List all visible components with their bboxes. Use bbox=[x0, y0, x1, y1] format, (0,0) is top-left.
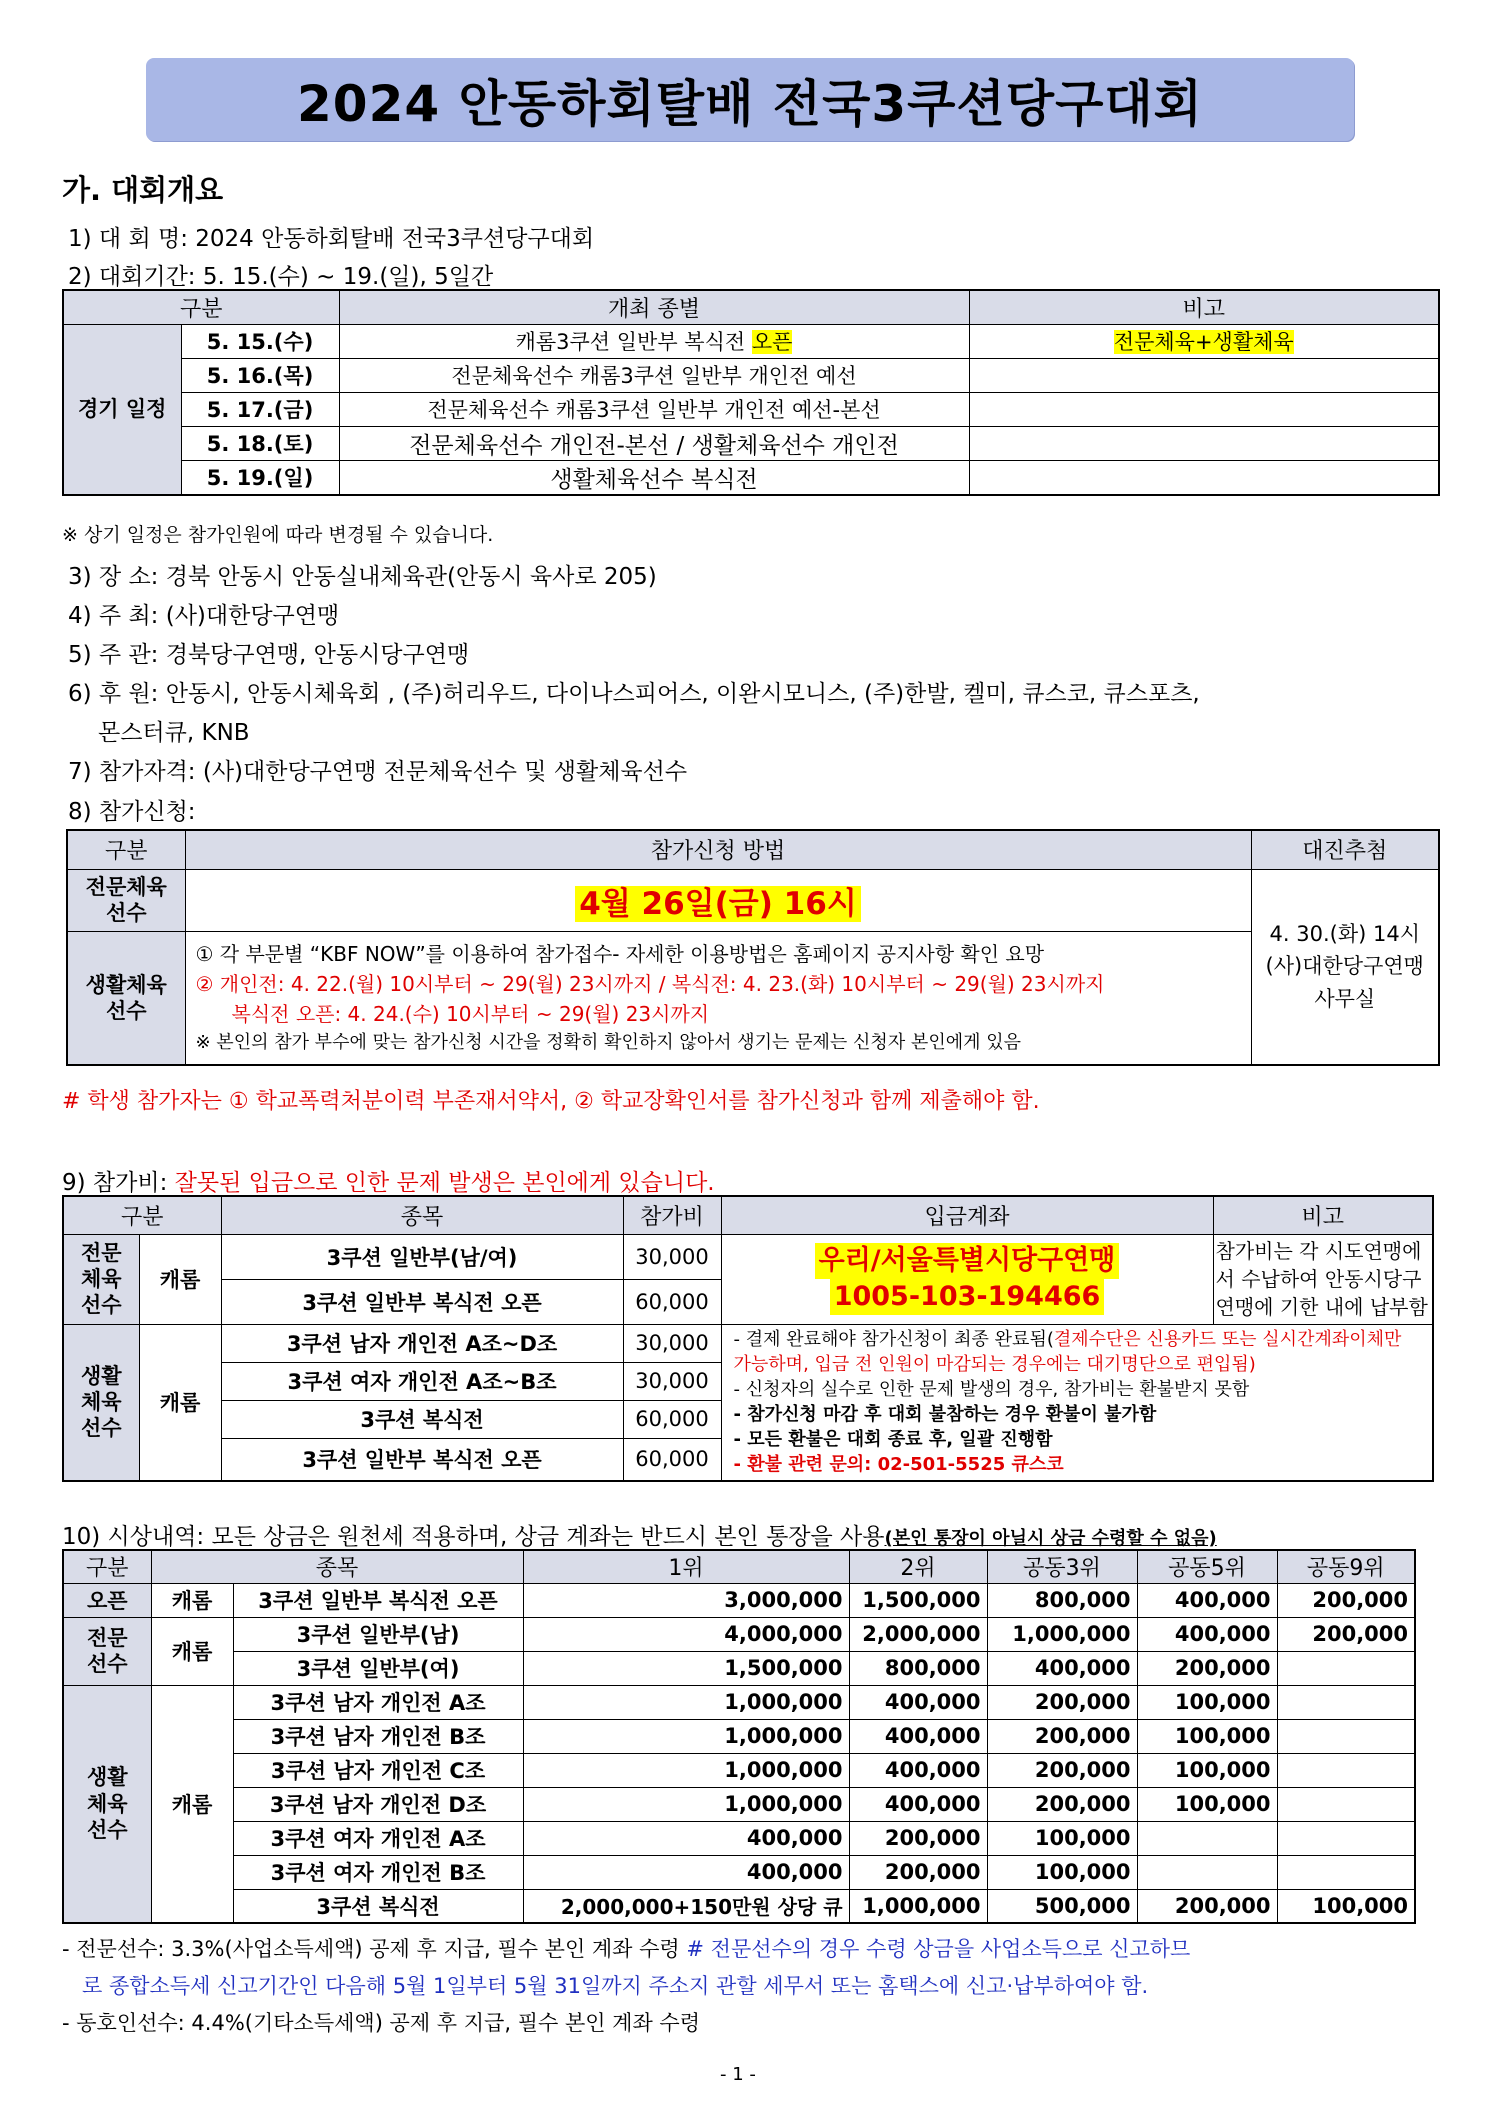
registration-draw: 4. 30.(화) 14시 (사)대한당구연맹 사무실 bbox=[1251, 869, 1439, 1065]
registration-table bbox=[66, 829, 1440, 1066]
prize-5th: 200,000 bbox=[1137, 1651, 1277, 1685]
prize-header: 공동9위 bbox=[1277, 1550, 1415, 1583]
prize-header: 1위 bbox=[523, 1550, 849, 1583]
prize-note-pro-tax-cont: 로 종합소득세 신고기간인 다음해 5월 1일부터 5월 31일까지 주소지 관할 세무서 또는 홈택스에 신고·납부하여야 함. bbox=[82, 1974, 1149, 1998]
prize-note-pro-text: - 전문선수: 3.3%(사업소득세액) 공제 후 지급, 필수 본인 계좌 수령 bbox=[62, 1937, 687, 1961]
prize-open-label: 오픈 bbox=[63, 1583, 151, 1617]
prize-2nd: 1,500,000 bbox=[849, 1583, 987, 1617]
prize-3rd: 500,000 bbox=[987, 1889, 1137, 1923]
prize-2nd: 1,000,000 bbox=[849, 1889, 987, 1923]
fee-account-number: 1005-103-194466 bbox=[830, 1279, 1105, 1315]
schedule-event-highlight: 오픈 bbox=[751, 330, 793, 354]
page-number: - 1 - bbox=[720, 2064, 756, 2085]
fee-amount: 30,000 bbox=[623, 1362, 721, 1400]
prize-2nd: 2,000,000 bbox=[849, 1617, 987, 1651]
prize-header: 2위 bbox=[849, 1550, 987, 1583]
registration-amateur-method bbox=[185, 931, 1251, 1065]
registration-line-1: ① 각 부문별 “KBF NOW”를 이용하여 참가접수- 자세한 이용방법은 홈페이지 공지사항 확인 요망 bbox=[195, 942, 1045, 967]
fee-account-cell bbox=[721, 1234, 1213, 1324]
schedule-note bbox=[969, 358, 1439, 392]
prize-heading bbox=[62, 1518, 1217, 1551]
prize-9th: 200,000 bbox=[1277, 1617, 1415, 1651]
registration-pro-label: 전문체육 선수 bbox=[67, 869, 185, 931]
prize-2nd: 400,000 bbox=[849, 1719, 987, 1753]
prize-amateur-label: 생활 체육 선수 bbox=[63, 1685, 151, 1923]
fee-header: 참가비 bbox=[623, 1196, 721, 1234]
registration-header: 대진추첨 bbox=[1251, 830, 1439, 869]
prize-event: 3쿠션 일반부(여) bbox=[233, 1651, 523, 1685]
prize-5th bbox=[1137, 1855, 1277, 1889]
prize-heading-note: (본인 통장이 아닐시 상금 수령할 수 없음) bbox=[884, 1528, 1217, 1549]
prize-2nd: 800,000 bbox=[849, 1651, 987, 1685]
fee-header: 종목 bbox=[221, 1196, 623, 1234]
prize-3rd: 100,000 bbox=[987, 1821, 1137, 1855]
fee-header: 비고 bbox=[1213, 1196, 1433, 1234]
prize-5th: 100,000 bbox=[1137, 1753, 1277, 1787]
fee-amount: 30,000 bbox=[623, 1324, 721, 1362]
schedule-event: 생활체육선수 복식전 bbox=[339, 460, 969, 495]
schedule-date: 5. 17.(금) bbox=[181, 392, 339, 426]
item-host: 4) 주 최: (사)대한당구연맹 bbox=[68, 603, 340, 629]
section-heading: 가. 대회개요 bbox=[62, 173, 224, 207]
schedule-event-text: 캐롬3쿠션 일반부 복식전 bbox=[515, 330, 752, 354]
prize-note-amateur: - 동호인선수: 4.4%(기타소득세액) 공제 후 지급, 필수 본인 계좌 수령 bbox=[62, 2011, 701, 2035]
prize-2nd: 200,000 bbox=[849, 1821, 987, 1855]
prize-5th: 400,000 bbox=[1137, 1617, 1277, 1651]
prize-3rd: 200,000 bbox=[987, 1787, 1137, 1821]
prize-5th: 400,000 bbox=[1137, 1583, 1277, 1617]
schedule-footnote: ※ 상기 일정은 참가인원에 따라 변경될 수 있습니다. bbox=[62, 524, 494, 546]
prize-3rd: 200,000 bbox=[987, 1685, 1137, 1719]
fee-event: 3쿠션 여자 개인전 A조~B조 bbox=[221, 1362, 623, 1400]
prize-1st: 2,000,000+150만원 상당 큐 bbox=[523, 1889, 849, 1923]
schedule-note bbox=[969, 460, 1439, 495]
item-eligibility: 7) 참가자격: (사)대한당구연맹 전문체육선수 및 생활체육선수 bbox=[68, 759, 688, 785]
registration-header: 구분 bbox=[67, 830, 185, 869]
prize-5th: 100,000 bbox=[1137, 1787, 1277, 1821]
prize-note-pro bbox=[62, 1933, 1190, 1963]
fee-event: 3쿠션 남자 개인전 A조~D조 bbox=[221, 1324, 623, 1362]
fee-pro-label: 전문 체육 선수 bbox=[63, 1234, 139, 1324]
prize-3rd: 100,000 bbox=[987, 1855, 1137, 1889]
prize-9th bbox=[1277, 1651, 1415, 1685]
prize-1st: 4,000,000 bbox=[523, 1617, 849, 1651]
prize-5th: 100,000 bbox=[1137, 1719, 1277, 1753]
fee-table bbox=[62, 1195, 1434, 1482]
item-sponsors: 6) 후 원: 안동시, 안동시체육회 , (주)허리우드, 다이나스피어스, 이완시모니스, (주)한발, 켈미, 큐스코, 큐스포츠, bbox=[68, 681, 1200, 707]
prize-event: 3쿠션 남자 개인전 C조 bbox=[233, 1753, 523, 1787]
prize-header: 종목 bbox=[151, 1550, 523, 1583]
fee-event: 3쿠션 복식전 bbox=[221, 1400, 623, 1438]
schedule-note bbox=[969, 392, 1439, 426]
fee-heading bbox=[62, 1164, 715, 1197]
fee-amount: 60,000 bbox=[623, 1279, 721, 1324]
prize-header: 공동5위 bbox=[1137, 1550, 1277, 1583]
item-venue: 3) 장 소: 경북 안동시 안동실내체육관(안동시 육사로 205) bbox=[68, 564, 657, 590]
prize-9th bbox=[1277, 1787, 1415, 1821]
prize-9th: 100,000 bbox=[1277, 1889, 1415, 1923]
fee-carom-label: 캐롬 bbox=[139, 1324, 221, 1481]
prize-1st: 1,000,000 bbox=[523, 1787, 849, 1821]
item-event-name: 1) 대 회 명: 2024 안동하회탈배 전국3쿠션당구대회 bbox=[68, 226, 595, 252]
fee-amount: 60,000 bbox=[623, 1400, 721, 1438]
prize-header: 구분 bbox=[63, 1550, 151, 1583]
prize-2nd: 400,000 bbox=[849, 1753, 987, 1787]
prize-event: 3쿠션 일반부 복식전 오픈 bbox=[233, 1583, 523, 1617]
fee-heading-label: 9) 참가비: bbox=[62, 1170, 175, 1196]
prize-event: 3쿠션 복식전 bbox=[233, 1889, 523, 1923]
registration-pro-deadline: 4월 26일(금) 16시 bbox=[575, 886, 861, 922]
registration-line-3: 복식전 오픈: 4. 24.(수) 10시부터 ~ 29(월) 23시까지 bbox=[231, 1002, 710, 1027]
prize-1st: 1,000,000 bbox=[523, 1685, 849, 1719]
schedule-header: 구분 bbox=[63, 290, 339, 324]
fee-note-1-payment: 결제수단은 신용카드 또는 실시간계좌이체만 가능하며, 입금 전 인원이 마감되는 경우에는 대기명단으로 편입됨) bbox=[733, 1328, 1402, 1375]
prize-header: 공동3위 bbox=[987, 1550, 1137, 1583]
fee-heading-warning: 잘못된 입금으로 인한 문제 발생은 본인에게 있습니다. bbox=[174, 1170, 715, 1196]
prize-table bbox=[62, 1549, 1416, 1924]
schedule-date: 5. 18.(토) bbox=[181, 426, 339, 460]
schedule-date: 5. 19.(일) bbox=[181, 460, 339, 495]
prize-3rd: 800,000 bbox=[987, 1583, 1137, 1617]
prize-2nd: 400,000 bbox=[849, 1787, 987, 1821]
item-sponsors-cont: 몬스터큐, KNB bbox=[98, 720, 250, 746]
schedule-group-label: 경기 일정 bbox=[63, 324, 181, 495]
prize-event: 3쿠션 여자 개인전 B조 bbox=[233, 1855, 523, 1889]
prize-5th: 100,000 bbox=[1137, 1685, 1277, 1719]
prize-2nd: 400,000 bbox=[849, 1685, 987, 1719]
schedule-note bbox=[969, 426, 1439, 460]
prize-3rd: 200,000 bbox=[987, 1719, 1137, 1753]
fee-note-2: - 신청자의 실수로 인한 문제 발생의 경우, 참가비는 환불받지 못함 bbox=[733, 1378, 1250, 1400]
fee-bank: 우리/서울특별시당구연맹 bbox=[815, 1243, 1120, 1279]
prize-note-pro-tax: # 전문선수의 경우 수령 상금을 사업소득으로 신고하므 bbox=[686, 1937, 1191, 1961]
fee-header: 입금계좌 bbox=[721, 1196, 1213, 1234]
schedule-event: 전문체육선수 개인전-본선 / 생활체육선수 개인전 bbox=[339, 426, 969, 460]
prize-event: 3쿠션 남자 개인전 D조 bbox=[233, 1787, 523, 1821]
prize-carom-label: 캐롬 bbox=[151, 1583, 233, 1617]
student-note: # 학생 참가자는 ① 학교폭력처분이력 부존재서약서, ② 학교장확인서를 참가신청과 함께 제출해야 함. bbox=[62, 1089, 1040, 1114]
schedule-date: 5. 16.(목) bbox=[181, 358, 339, 392]
prize-3rd: 400,000 bbox=[987, 1651, 1137, 1685]
schedule-table bbox=[62, 289, 1440, 496]
prize-5th: 200,000 bbox=[1137, 1889, 1277, 1923]
prize-1st: 1,500,000 bbox=[523, 1651, 849, 1685]
prize-1st: 3,000,000 bbox=[523, 1583, 849, 1617]
prize-event: 3쿠션 남자 개인전 A조 bbox=[233, 1685, 523, 1719]
prize-1st: 400,000 bbox=[523, 1821, 849, 1855]
item-event-period: 2) 대회기간: 5. 15.(수) ~ 19.(일), 5일간 bbox=[68, 264, 494, 290]
registration-line-4: ※ 본인의 참가 부수에 맞는 참가신청 시간을 정확히 확인하지 않아서 생기는 문제는 신청자 본인에게 있음 bbox=[195, 1032, 1021, 1054]
prize-3rd: 200,000 bbox=[987, 1753, 1137, 1787]
prize-1st: 400,000 bbox=[523, 1855, 849, 1889]
fee-note-5: - 환불 관련 문의: 02-501-5525 큐스코 bbox=[733, 1454, 1064, 1476]
prize-9th bbox=[1277, 1685, 1415, 1719]
prize-event: 3쿠션 여자 개인전 A조 bbox=[233, 1821, 523, 1855]
registration-pro-deadline-cell bbox=[185, 869, 1251, 931]
fee-event: 3쿠션 일반부 복식전 오픈 bbox=[221, 1438, 623, 1480]
fee-note-4: - 모든 환불은 대회 종료 후, 일괄 진행함 bbox=[733, 1429, 1053, 1451]
schedule-event bbox=[339, 324, 969, 358]
schedule-event: 전문체육선수 캐롬3쿠션 일반부 개인전 예선 bbox=[339, 358, 969, 392]
prize-event: 3쿠션 남자 개인전 B조 bbox=[233, 1719, 523, 1753]
registration-line-2: ② 개인전: 4. 22.(월) 10시부터 ~ 29(월) 23시까지 / 복식전: 4. 23.(화) 10시부터 ~ 29(월) 23시까지 bbox=[195, 972, 1105, 997]
fee-header: 구분 bbox=[63, 1196, 221, 1234]
item-organizer: 5) 주 관: 경북당구연맹, 안동시당구연맹 bbox=[68, 642, 470, 668]
prize-carom-label: 캐롬 bbox=[151, 1685, 233, 1923]
prize-9th bbox=[1277, 1821, 1415, 1855]
document-title: 2024 안동하회탈배 전국3쿠션당구대회 bbox=[297, 74, 1203, 133]
item-registration: 8) 참가신청: bbox=[68, 799, 196, 825]
prize-9th bbox=[1277, 1719, 1415, 1753]
prize-9th: 200,000 bbox=[1277, 1583, 1415, 1617]
schedule-note bbox=[969, 324, 1439, 358]
fee-amount: 30,000 bbox=[623, 1234, 721, 1279]
prize-pro-label: 전문 선수 bbox=[63, 1617, 151, 1685]
prize-9th bbox=[1277, 1855, 1415, 1889]
schedule-note-highlight: 전문체육+생활체육 bbox=[1113, 330, 1294, 354]
prize-1st: 1,000,000 bbox=[523, 1719, 849, 1753]
fee-event: 3쿠션 일반부(남/여) bbox=[221, 1234, 623, 1279]
fee-note-1 bbox=[734, 1327, 1421, 1377]
prize-9th bbox=[1277, 1753, 1415, 1787]
schedule-header: 비고 bbox=[969, 290, 1439, 324]
fee-amateur-label: 생활 체육 선수 bbox=[63, 1324, 139, 1481]
schedule-date: 5. 15.(수) bbox=[181, 324, 339, 358]
schedule-header: 개최 종별 bbox=[339, 290, 969, 324]
fee-pro-note: 참가비는 각 시도연맹에서 수납하여 안동시당구연맹에 기한 내에 납부함 bbox=[1213, 1234, 1433, 1324]
registration-amateur-label: 생활체육 선수 bbox=[67, 931, 185, 1065]
prize-2nd: 200,000 bbox=[849, 1855, 987, 1889]
fee-carom-label: 캐롬 bbox=[139, 1234, 221, 1324]
title-banner bbox=[146, 58, 1354, 141]
fee-refund-notes bbox=[721, 1324, 1433, 1481]
fee-amount: 60,000 bbox=[623, 1438, 721, 1480]
prize-5th bbox=[1137, 1821, 1277, 1855]
prize-carom-label: 캐롬 bbox=[151, 1617, 233, 1685]
prize-event: 3쿠션 일반부(남) bbox=[233, 1617, 523, 1651]
fee-note-3: - 참가신청 마감 후 대회 불참하는 경우 환불이 불가함 bbox=[733, 1404, 1157, 1426]
prize-heading-text: 10) 시상내역: 모든 상금은 원천세 적용하며, 상금 계좌는 반드시 본인 통장을 사용 bbox=[62, 1524, 885, 1550]
registration-header: 참가신청 방법 bbox=[185, 830, 1251, 869]
fee-note-1-text: - 결제 완료해야 참가신청이 최종 완료됨( bbox=[733, 1328, 1054, 1350]
prize-3rd: 1,000,000 bbox=[987, 1617, 1137, 1651]
fee-event: 3쿠션 일반부 복식전 오픈 bbox=[221, 1279, 623, 1324]
prize-1st: 1,000,000 bbox=[523, 1753, 849, 1787]
schedule-event: 전문체육선수 캐롬3쿠션 일반부 개인전 예선-본선 bbox=[339, 392, 969, 426]
